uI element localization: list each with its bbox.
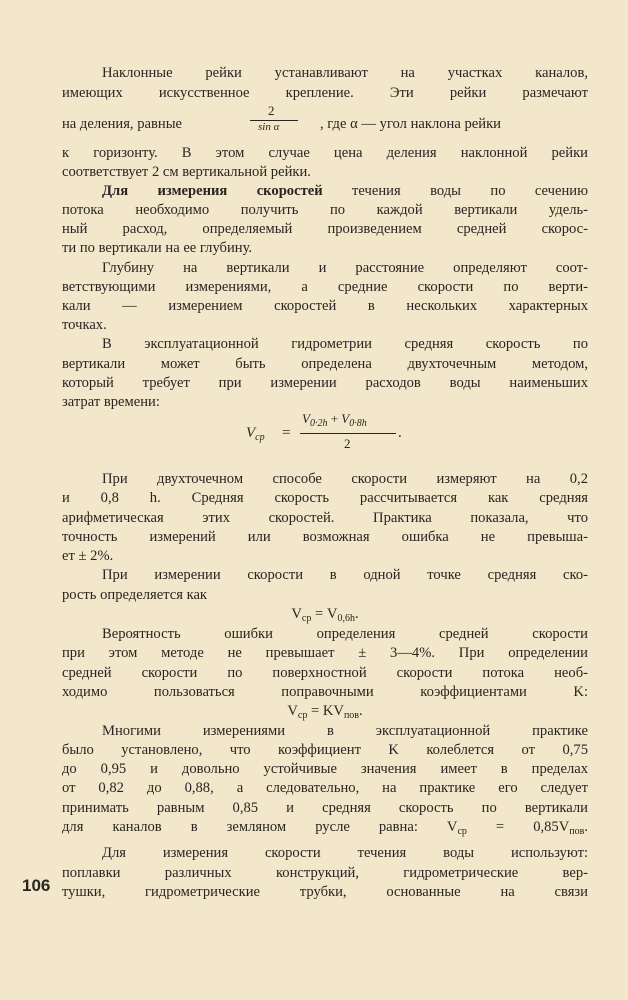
formula-num-b-sub: 0·8h — [349, 418, 367, 429]
formula-numerator — [302, 411, 367, 427]
text-line: затрат времени: — [62, 394, 160, 410]
text-line: Многими измерениями в эксплуатационной практике — [102, 723, 588, 739]
text-line: до 0,95 и довольно устойчивые значения имеет в пределах — [62, 761, 588, 777]
formula-eq: = — [282, 425, 291, 441]
text-line: При двухточечном способе скорости измеряют на 0,2 — [102, 471, 588, 487]
formula-plus: + — [327, 411, 342, 426]
formula-num-a-sub: 0·2h — [309, 418, 328, 429]
formula-lhs-sub: ср — [255, 432, 265, 443]
subscript: ср — [301, 613, 312, 624]
text-line: имеющих искусственное крепление. Эти рейки размечают — [62, 85, 588, 101]
text-line: на деления, равные — [62, 116, 182, 132]
formula-lhs — [246, 425, 265, 442]
text-span: . — [359, 703, 363, 719]
text-span: течения воды по сечению — [322, 183, 588, 199]
text-line: потока необходимо получить по каждой вертикали удель- — [62, 202, 588, 218]
text-line: и 0,8 h. Средняя скорость рассчитывается как средняя — [62, 490, 588, 506]
formula-inline — [62, 605, 588, 625]
text-line: поплавки различных конструкций, гидрометрические вер- — [62, 865, 588, 881]
two-point-formula — [246, 411, 416, 461]
subscript: пов — [569, 826, 585, 837]
fraction-denominator: sin α — [258, 121, 280, 133]
text-span: для каналов в земляном русле равна: V — [62, 819, 458, 835]
formula-num-a: V — [302, 411, 310, 426]
text-line: было установлено, что коэффициент K колеблется от 0,75 — [62, 742, 588, 758]
text-line: При измерении скорости в одной точке средняя ско- — [102, 567, 588, 583]
text-line: при этом методе не превышает ± 3—4%. При определении — [62, 645, 588, 661]
text-span: . — [584, 819, 589, 835]
text-line: ный расход, определяемый произведением средней скорос- — [62, 221, 588, 237]
subscript: 0,6h — [337, 613, 355, 624]
fraction-2-over-sin-alpha — [250, 103, 298, 139]
bold-heading: Для измерения скоростей — [102, 183, 323, 199]
text-line: арифметическая этих скоростей. Практика показала, что — [62, 510, 588, 526]
formula-num-b: V — [341, 411, 350, 426]
text-span: = 0,85V — [466, 819, 570, 835]
formula-bar — [300, 433, 396, 434]
text-line — [62, 818, 588, 838]
text-line: соответствует 2 см вертикальной рейки. — [62, 164, 311, 180]
subscript: пов — [343, 710, 360, 721]
text-line: тушки, гидрометрические трубки, основанные на связи — [62, 884, 588, 900]
text-line — [102, 182, 588, 200]
text-line: рость определяется как — [62, 587, 208, 603]
text-line: Для измерения скорости течения воды используют: — [102, 845, 588, 861]
text-line: ти по вертикали на ее глубину. — [62, 240, 253, 256]
text-line: ветствующими измерениями, а средние скорости по верти- — [62, 279, 588, 295]
text-span: = KV — [307, 703, 344, 719]
text-line: Наклонные рейки устанавливают на участках каналов, — [102, 65, 588, 81]
text-line: который требует при измерении расходов воды наименьших — [62, 375, 588, 391]
text-line: Глубину на вертикали и расстояние определяют соот- — [102, 260, 588, 276]
formula-end: . — [398, 425, 402, 441]
text-span: V — [291, 606, 302, 622]
text-line: точность измерений или возможная ошибка не превыша- — [62, 529, 588, 545]
text-line: от 0,82 до 0,88, а следовательно, на практике его следует — [62, 780, 588, 796]
text-line: к горизонту. В этом случае цена деления наклонной рейки — [62, 145, 588, 161]
text-line: вертикали может быть определена двухточечным методом, — [62, 356, 588, 372]
page-number: 106 — [22, 876, 51, 895]
formula-inline — [62, 702, 588, 722]
text-line: ходимо пользоваться поправочными коэффициентами K: — [62, 684, 588, 700]
text-line: точках. — [62, 317, 107, 333]
formula-lhs-v: V — [246, 425, 256, 441]
text-line: Вероятность ошибки определения средней скорости — [102, 626, 588, 642]
text-span: = V — [311, 606, 338, 622]
text-line: средней скорости по поверхностной скорости потока необ- — [62, 665, 588, 681]
text-span: V — [287, 703, 298, 719]
text-line: принимать равным 0,85 и средняя скорость по вертикали — [62, 800, 588, 816]
fraction-numerator: 2 — [268, 103, 275, 118]
text-line: В эксплуатационной гидрометрии средняя скорость по — [102, 336, 588, 352]
subscript: ср — [297, 710, 308, 721]
text-line: ет ± 2%. — [62, 548, 114, 564]
subscript: ср — [457, 826, 467, 837]
text-span: . — [354, 606, 359, 622]
formula-denominator: 2 — [344, 436, 351, 451]
text-line: кали — измерением скоростей в нескольких характерных — [62, 298, 588, 314]
text-line: , где α — угол наклона рейки — [320, 116, 501, 132]
